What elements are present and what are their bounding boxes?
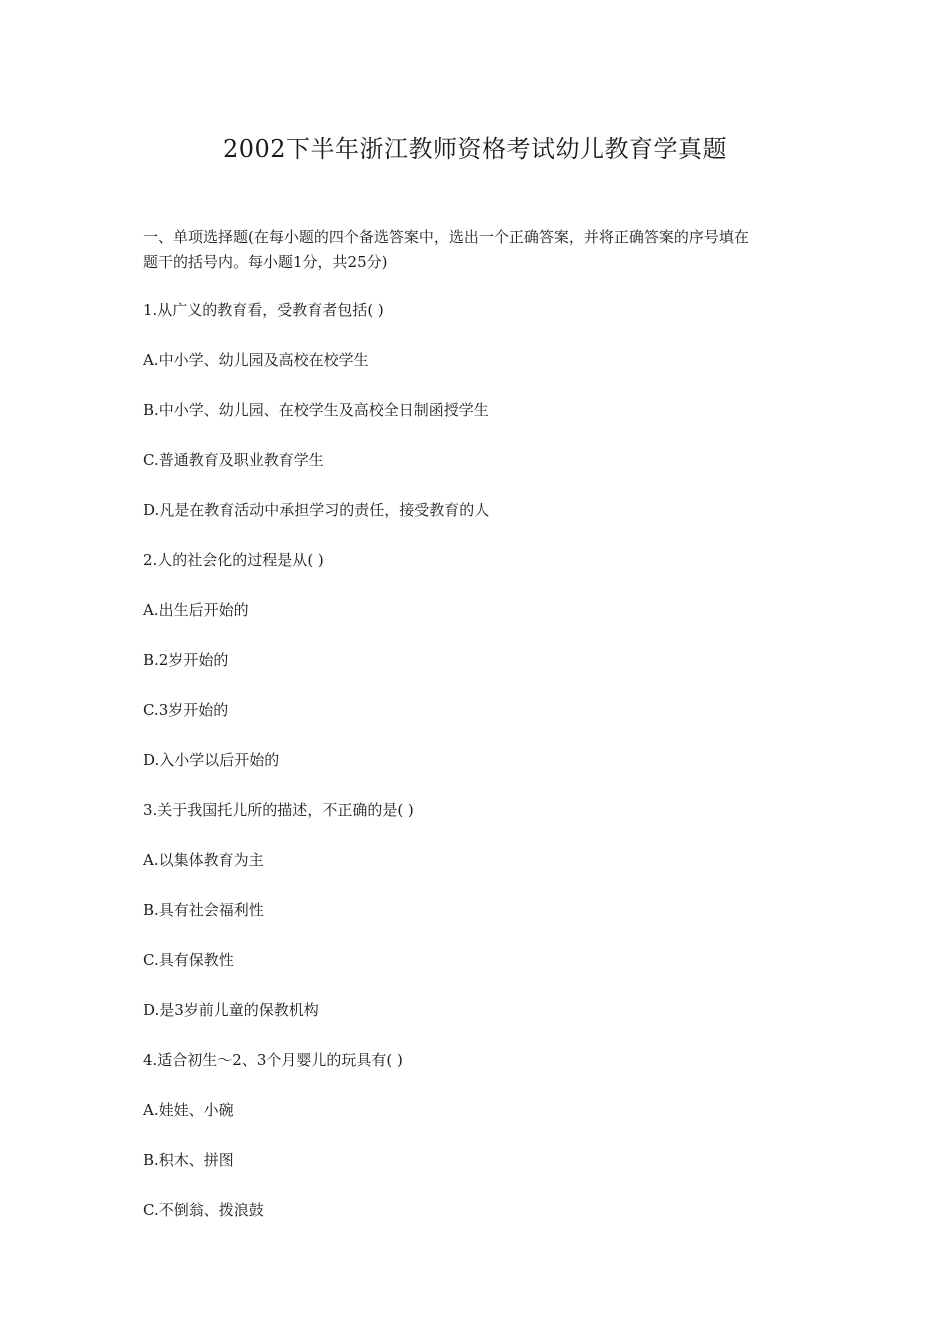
q1-option-b: B.中小学、幼儿园、在校学生及高校全日制函授学生 xyxy=(143,401,489,419)
document-body xyxy=(143,225,823,1248)
q2-option-c: C.3岁开始的 xyxy=(143,701,229,719)
q2-option-d: D.入小学以后开始的 xyxy=(143,751,280,769)
q4-option-b: B.积木、拼图 xyxy=(143,1151,234,1169)
section-heading-line-1: 一、单项选择题(在每小题的四个备选答案中，选出一个正确答案，并将正确答案的序号填在 xyxy=(143,228,749,246)
q3-option-d: D.是3岁前儿童的保教机构 xyxy=(143,1001,319,1019)
q1-option-d: D.凡是在教育活动中承担学习的责任，接受教育的人 xyxy=(143,501,490,519)
q2-option-b: B.2岁开始的 xyxy=(143,651,229,669)
question-2: 2.人的社会化的过程是从( ) xyxy=(143,551,324,569)
q2-option-a: A.出生后开始的 xyxy=(143,601,249,619)
q3-option-c: C.具有保教性 xyxy=(143,951,234,969)
q1-option-a: A.中小学、幼儿园及高校在校学生 xyxy=(143,351,369,369)
document-title: 2002下半年浙江教师资格考试幼儿教育学真题 xyxy=(222,135,728,163)
section-heading-line-2: 题干的括号内。每小题1分，共25分) xyxy=(143,252,388,271)
question-4: 4.适合初生～2、3个月婴儿的玩具有( ) xyxy=(143,1051,403,1069)
section-heading xyxy=(143,225,823,274)
q1-option-c: C.普通教育及职业教育学生 xyxy=(143,451,324,469)
q3-option-a: A.以集体教育为主 xyxy=(143,851,264,869)
q3-option-b: B.具有社会福利性 xyxy=(143,901,264,919)
q4-option-c: C.不倒翁、拨浪鼓 xyxy=(143,1201,264,1219)
q4-option-a: A.娃娃、小碗 xyxy=(143,1101,234,1119)
question-1: 1.从广义的教育看，受教育者包括( ) xyxy=(143,301,384,319)
question-3: 3.关于我国托儿所的描述，不正确的是( ) xyxy=(143,801,414,819)
